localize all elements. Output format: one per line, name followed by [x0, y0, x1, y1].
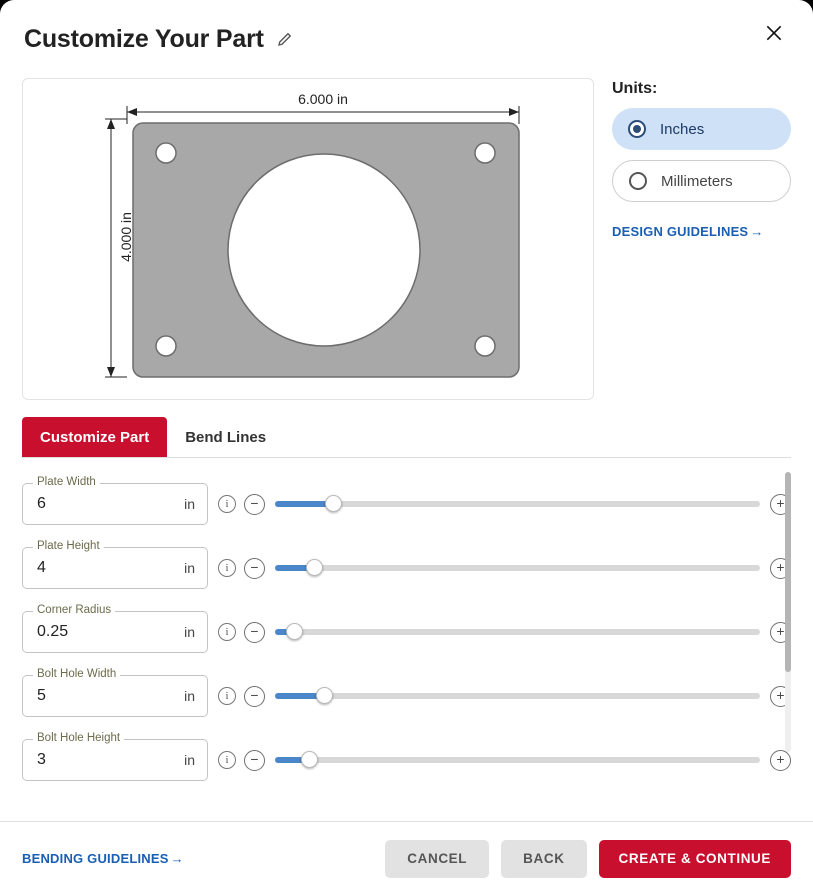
bolt-hole-height-increment-button[interactable]: + [770, 750, 791, 771]
plate-width-increment-button[interactable]: + [770, 494, 791, 515]
plate-width-label: Plate Width [33, 476, 100, 488]
tab-bend-lines[interactable]: Bend Lines [167, 417, 284, 457]
bending-guidelines-link[interactable] [22, 851, 184, 866]
design-guidelines-link[interactable] [612, 224, 764, 239]
field-row-bolt-hole-height [22, 728, 791, 792]
units-label: Units: [612, 80, 658, 97]
left-dimension-label: 4.000 in [117, 212, 134, 262]
units-option-inches[interactable] [612, 108, 791, 150]
bending-guidelines-label: BENDING GUIDELINES [22, 851, 169, 866]
corner-radius-slider[interactable] [275, 629, 760, 635]
bolt-hole-height-decrement-button[interactable]: − [244, 750, 265, 771]
close-icon[interactable] [757, 16, 791, 50]
parameter-list [22, 472, 791, 768]
bolt-hole-height-input[interactable] [35, 750, 165, 770]
plate-height-label: Plate Height [33, 540, 104, 552]
bolt-hole-height-slider-knob[interactable] [301, 751, 318, 768]
units-option-inches-label: Inches [660, 120, 705, 138]
dialog-header [0, 0, 813, 78]
corner-radius-input[interactable] [35, 622, 165, 642]
bolt-hole-height-unit: in [184, 752, 195, 768]
plate-width-input[interactable] [35, 494, 165, 514]
corner-radius-unit: in [184, 624, 195, 640]
field-row-corner-radius [22, 600, 791, 664]
dialog-body [0, 78, 813, 400]
bolt-hole-width-decrement-button[interactable]: − [244, 686, 265, 707]
units-option-millimeters-label: Millimeters [661, 172, 733, 190]
back-button[interactable]: BACK [501, 840, 586, 878]
radio-icon-millimeters [629, 172, 647, 190]
plate-height-increment-button[interactable]: + [770, 558, 791, 579]
plate-height-field[interactable] [22, 540, 208, 589]
plate-height-slider-knob[interactable] [306, 559, 323, 576]
bolt-hole-width-field[interactable] [22, 668, 208, 717]
cancel-button[interactable]: CANCEL [385, 840, 489, 878]
tab-bar [22, 416, 791, 458]
corner-radius-info-icon[interactable]: i [218, 623, 236, 641]
plate-height-unit: in [184, 560, 195, 576]
scrollbar-thumb[interactable] [785, 472, 791, 672]
part-drawing [23, 79, 595, 401]
top-dimension-label: 6.000 in [298, 91, 348, 107]
bolt-hole-width-input[interactable] [35, 686, 165, 706]
corner-radius-field[interactable] [22, 604, 208, 653]
bolt-hole-width-increment-button[interactable]: + [770, 686, 791, 707]
units-panel [612, 78, 791, 400]
corner-radius-label: Corner Radius [33, 604, 115, 616]
plate-width-unit: in [184, 496, 195, 512]
plate-height-slider[interactable] [275, 565, 760, 571]
page-title: Customize Your Part [24, 24, 264, 53]
arrow-right-icon: → [170, 851, 184, 866]
bolt-hole-width-slider-knob[interactable] [316, 687, 333, 704]
plate-width-decrement-button[interactable]: − [244, 494, 265, 515]
bolt-hole-height-field[interactable] [22, 732, 208, 781]
radio-icon-inches [628, 120, 646, 138]
parameter-list-scrollbar[interactable] [785, 472, 791, 752]
field-row-plate-height [22, 536, 791, 600]
plate-width-slider-knob[interactable] [325, 495, 342, 512]
bolt-hole-height-slider[interactable] [275, 757, 760, 763]
plate-width-slider[interactable] [275, 501, 760, 507]
plate-width-field[interactable] [22, 476, 208, 525]
units-option-millimeters[interactable] [612, 160, 791, 202]
plate-height-info-icon[interactable]: i [218, 559, 236, 577]
corner-radius-decrement-button[interactable]: − [244, 622, 265, 643]
bolt-hole-width-info-icon[interactable]: i [218, 687, 236, 705]
field-row-bolt-hole-width [22, 664, 791, 728]
plate-height-input[interactable] [35, 558, 165, 578]
part-preview [22, 78, 594, 400]
design-guidelines-label: DESIGN GUIDELINES [612, 224, 749, 239]
bolt-hole-height-info-icon[interactable]: i [218, 751, 236, 769]
corner-radius-increment-button[interactable]: + [770, 622, 791, 643]
bolt-hole-width-unit: in [184, 688, 195, 704]
field-row-plate-width [22, 472, 791, 536]
pencil-icon[interactable] [276, 30, 294, 48]
arrow-right-icon: → [750, 224, 764, 239]
bolt-hole-width-slider[interactable] [275, 693, 760, 699]
dialog-footer [0, 821, 813, 895]
plate-width-info-icon[interactable]: i [218, 495, 236, 513]
plate-height-decrement-button[interactable]: − [244, 558, 265, 579]
bolt-hole-height-label: Bolt Hole Height [33, 732, 124, 744]
create-and-continue-button[interactable]: CREATE & CONTINUE [599, 840, 791, 878]
bolt-hole-width-label: Bolt Hole Width [33, 668, 120, 680]
tab-customize-part[interactable]: Customize Part [22, 417, 167, 457]
corner-radius-slider-knob[interactable] [286, 623, 303, 640]
footer-actions [385, 840, 791, 878]
